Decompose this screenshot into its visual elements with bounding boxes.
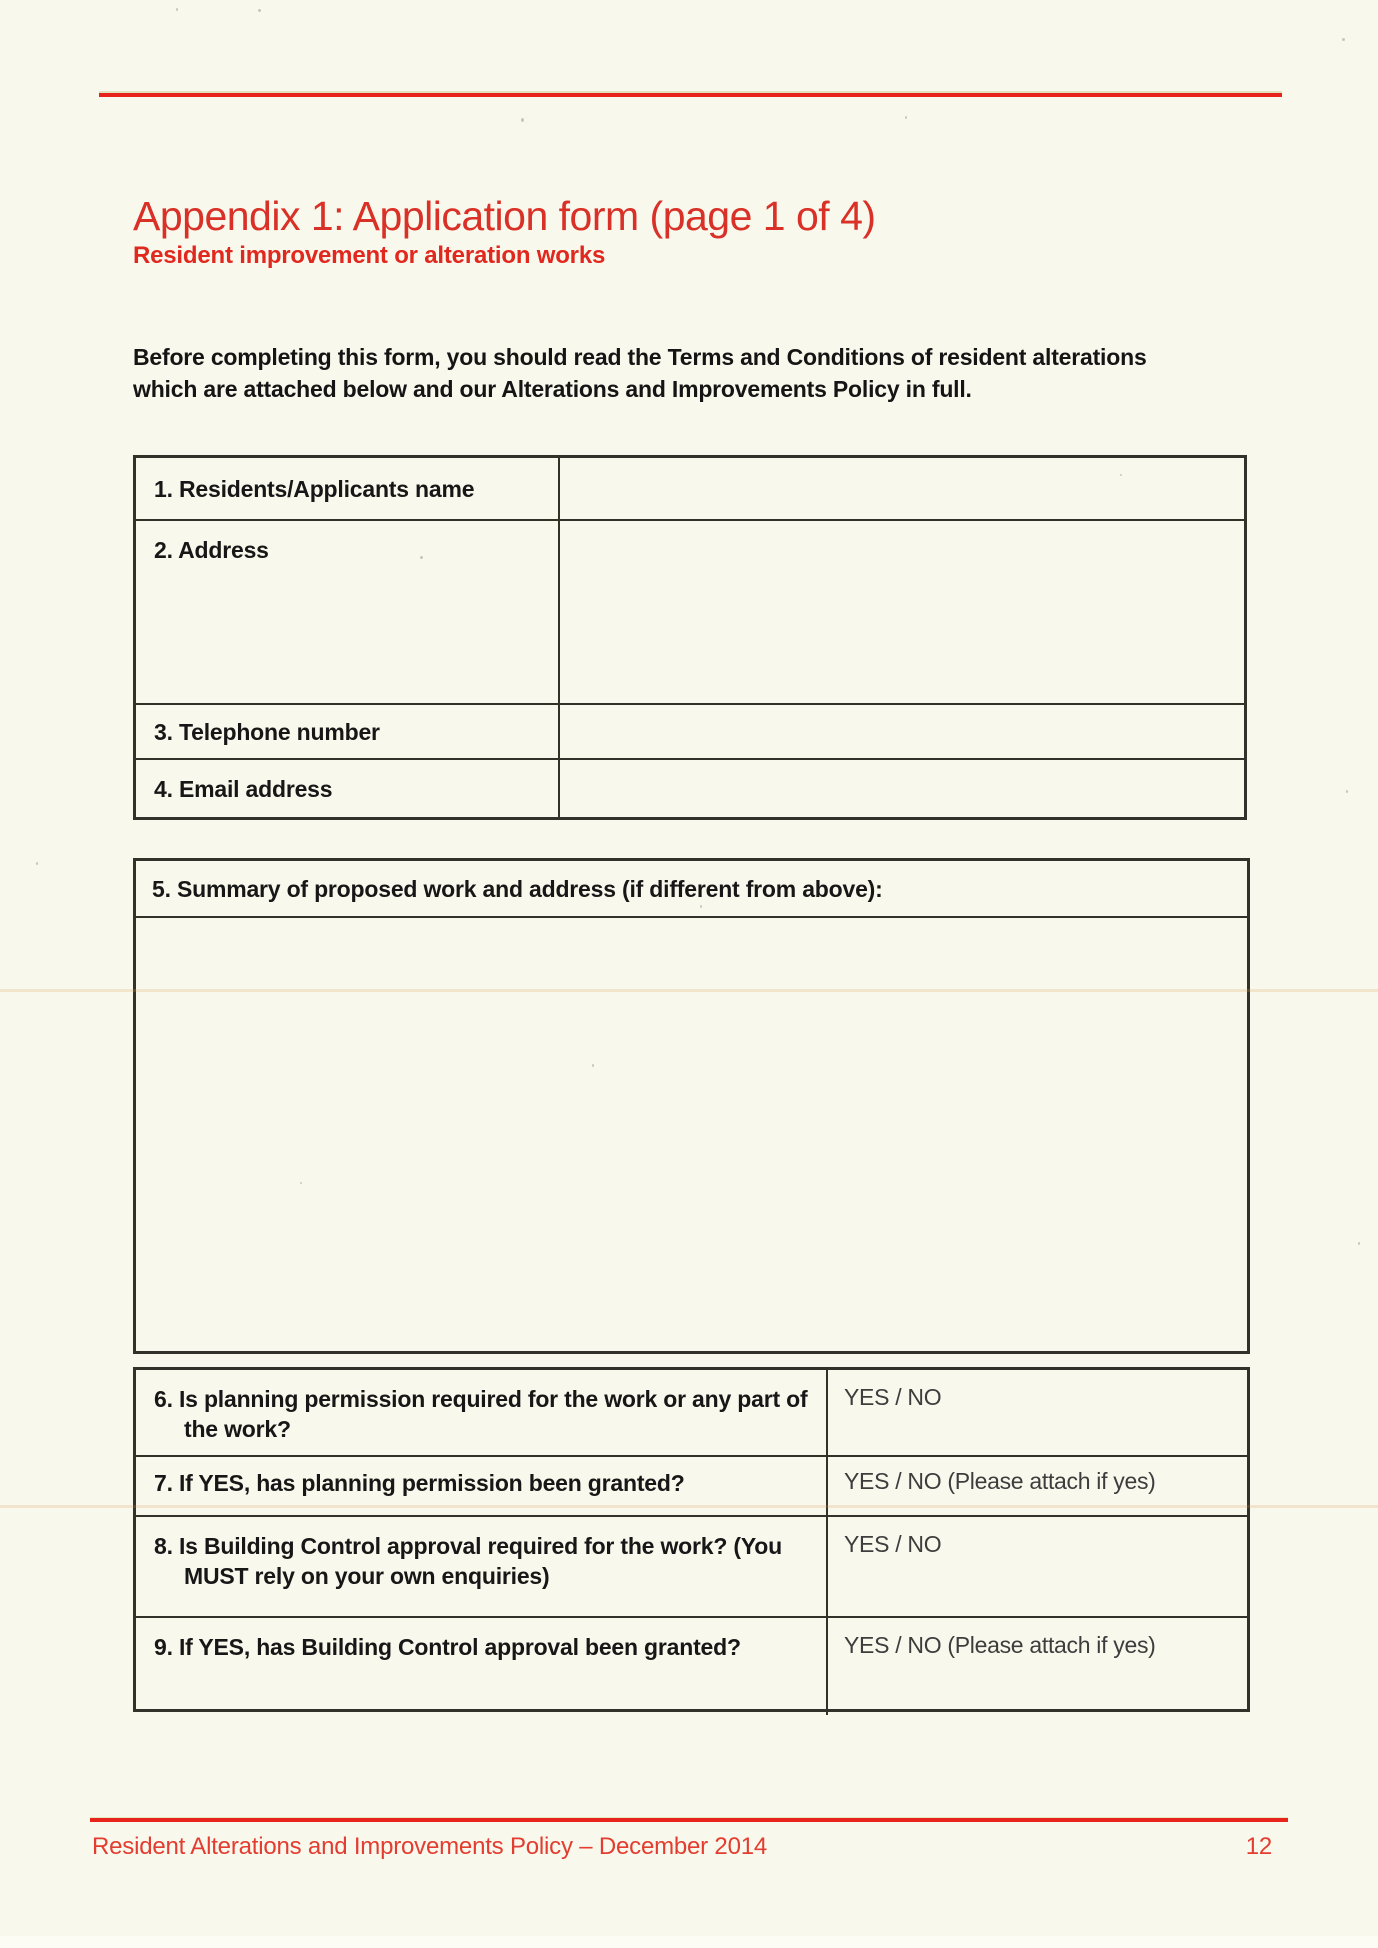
row-label: 1. Residents/Applicants name (136, 458, 560, 519)
scan-speck (176, 8, 178, 11)
question-label: 7. If YES, has planning permission been granted? (136, 1457, 828, 1515)
answer-cell: YES / NO (Please attach if yes) (844, 1632, 1156, 1658)
table-row (136, 758, 1244, 817)
scan-speck (592, 1064, 594, 1067)
scan-speck (1120, 474, 1122, 476)
intro-paragraph: Before completing this form, you should read the Terms and Conditions of resident alterations which are attached below and our Alterations and Improvements Policy in full. (133, 344, 1147, 402)
answer-cell: YES / NO (Please attach if yes) (844, 1468, 1156, 1494)
scan-speck (1358, 1242, 1360, 1245)
scan-speck (905, 116, 907, 119)
page-number: 12 (1245, 1833, 1272, 1860)
scan-speck (1346, 790, 1348, 793)
question-label: 8. Is Building Control approval required for the work? (You MUST rely on your own enquiries) (136, 1517, 828, 1616)
table-row (136, 1515, 1247, 1616)
footer-document-title: Resident Alterations and Improvements Policy – December 2014 (92, 1833, 768, 1860)
telephone-value-cell (560, 705, 1244, 758)
summary-value-area (136, 918, 1247, 1349)
row-label: 2. Address (136, 521, 560, 703)
address-value-cell (560, 521, 1244, 703)
questions-table (133, 1367, 1250, 1712)
page-subtitle: Resident improvement or alteration works (133, 242, 606, 269)
page-title: Appendix 1: Application form (page 1 of 4) (133, 193, 876, 240)
scan-speck (700, 905, 702, 908)
row-label: 4. Email address (136, 760, 560, 817)
answer-cell: YES / NO (844, 1531, 942, 1557)
footer (92, 1833, 1272, 1861)
scan-speck (1342, 38, 1345, 41)
footer-divider-rule (90, 1818, 1288, 1822)
scan-speck (36, 862, 38, 865)
table-row (136, 1455, 1247, 1515)
row-label: 3. Telephone number (136, 705, 560, 758)
scan-speck (420, 556, 423, 559)
table-row (136, 1616, 1247, 1715)
scan-speck (258, 9, 261, 12)
email-value-cell (560, 760, 1244, 817)
table-row (136, 519, 1244, 703)
answer-cell: YES / NO (844, 1384, 942, 1410)
scan-edge (0, 1936, 1378, 1948)
table-row (136, 1370, 1247, 1455)
applicant-details-table (133, 455, 1247, 820)
table-row (136, 703, 1244, 758)
summary-header: 5. Summary of proposed work and address (if different from above): (136, 861, 1247, 918)
question-label: 9. If YES, has Building Control approval been granted? (136, 1618, 828, 1715)
scan-speck (521, 118, 524, 122)
summary-table (133, 858, 1250, 1354)
name-value-cell (560, 458, 1244, 519)
question-label: 6. Is planning permission required for the work or any part of the work? (136, 1370, 828, 1455)
top-divider-rule (99, 93, 1282, 97)
table-row (136, 458, 1244, 519)
scan-speck (300, 1182, 302, 1184)
